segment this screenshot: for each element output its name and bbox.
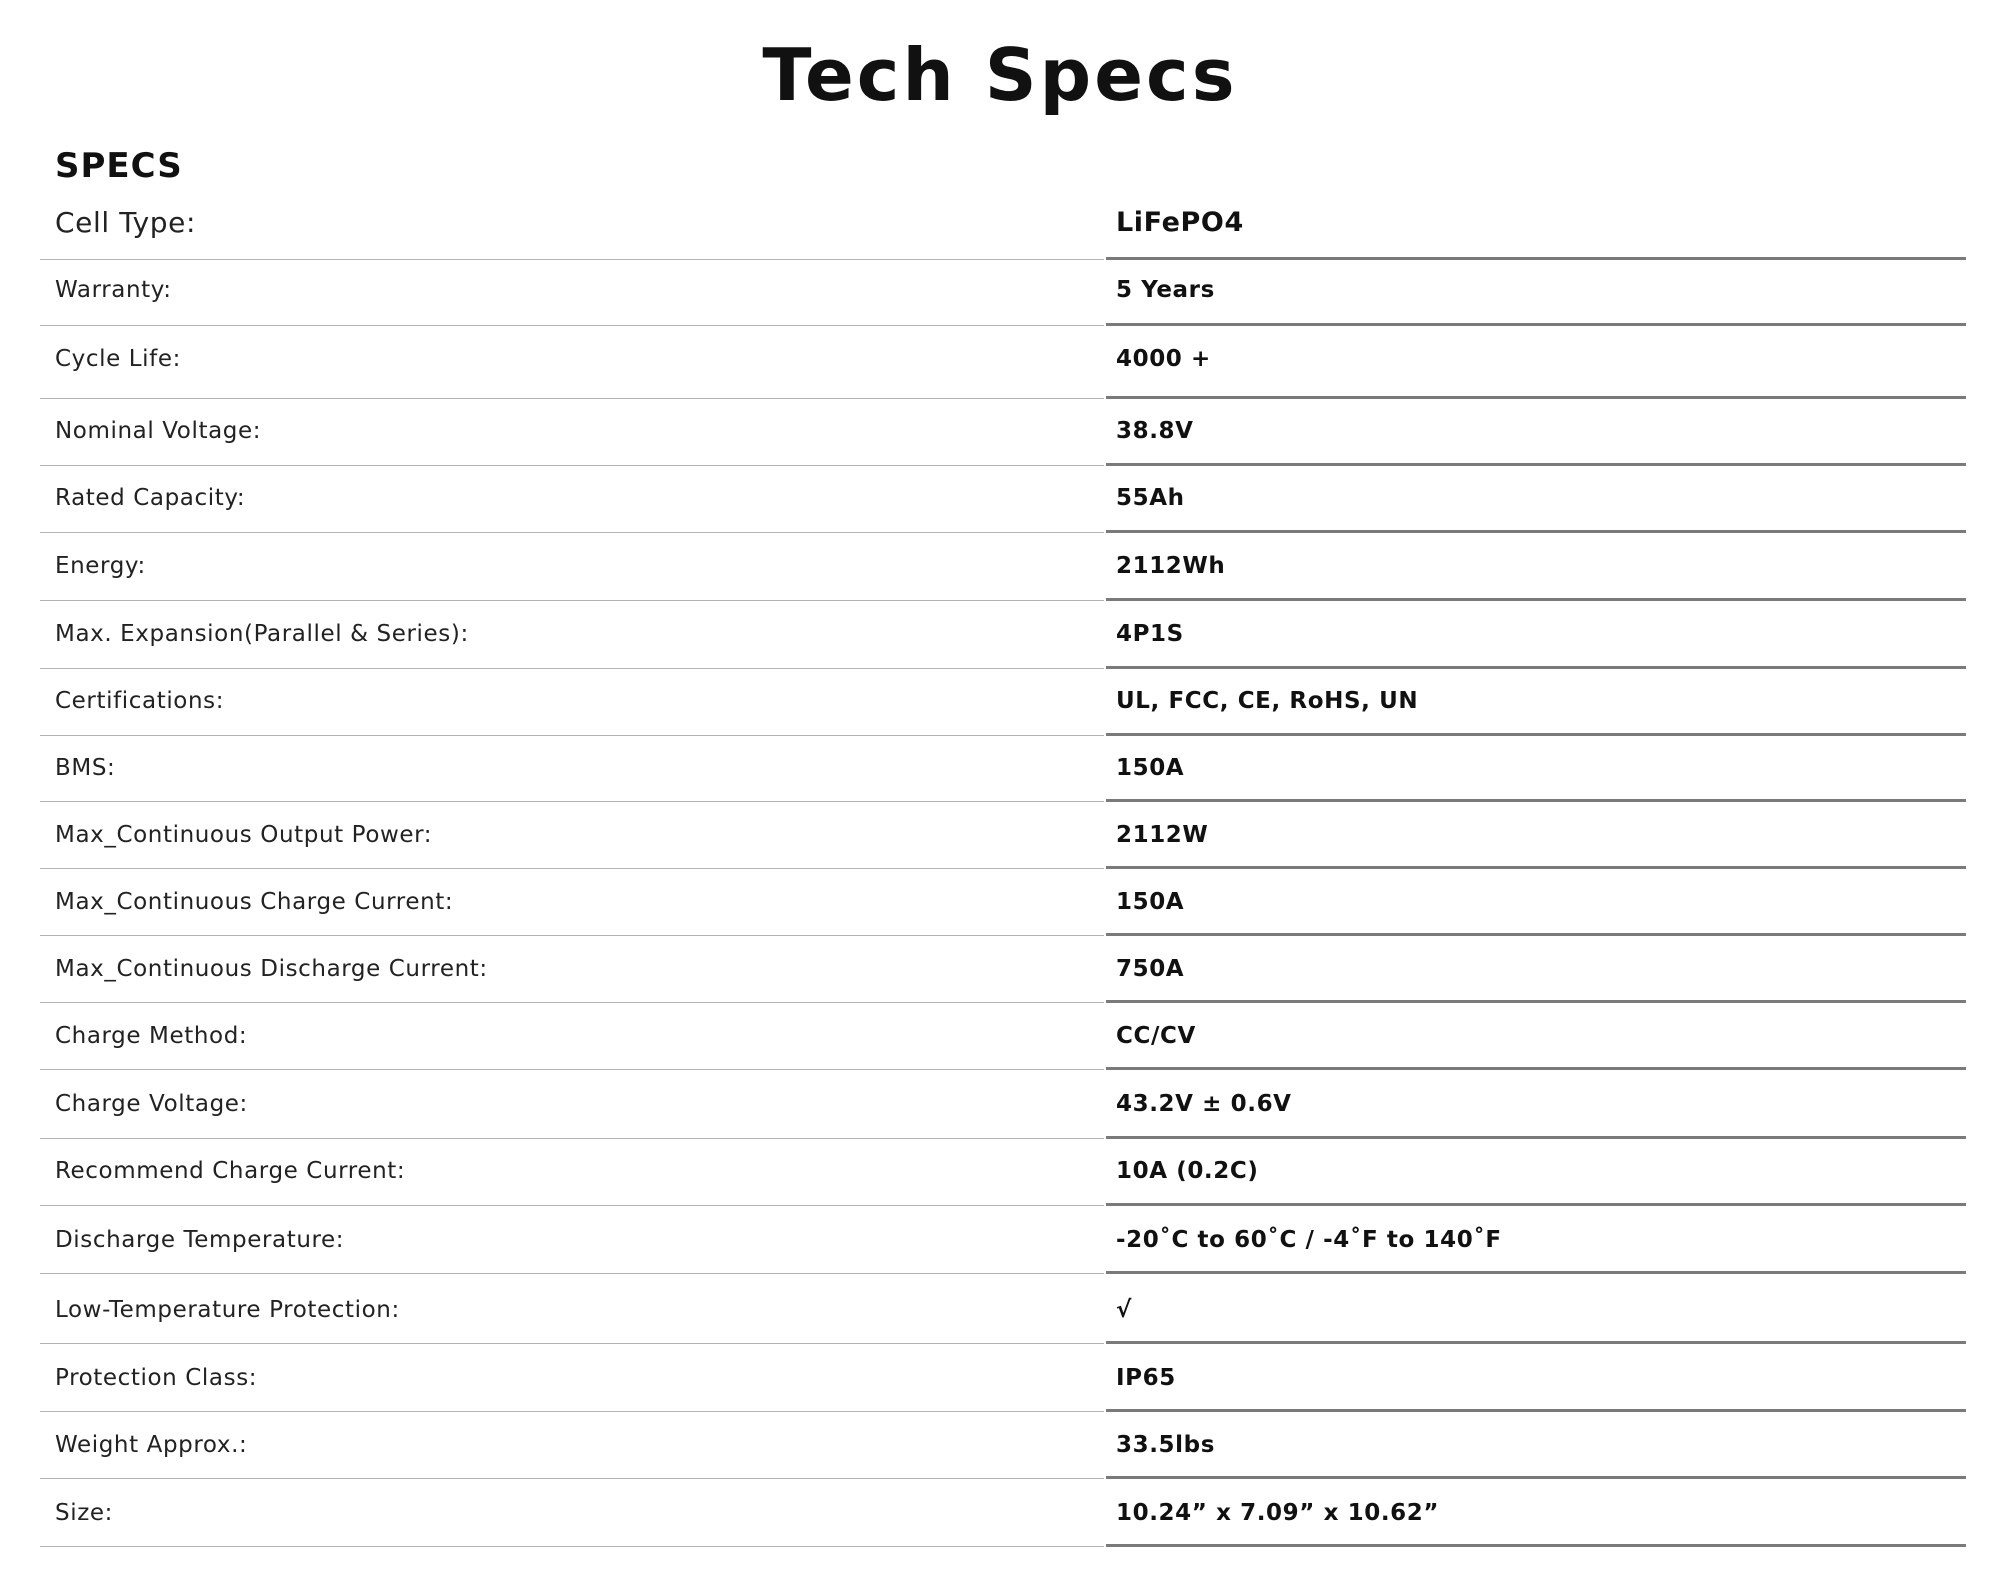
spec-value: 55Ah (1116, 484, 1185, 511)
spec-label: Weight Approx.: (55, 1431, 248, 1458)
spec-value: 4000 + (1116, 345, 1211, 372)
row-divider-right (1106, 1544, 1966, 1547)
spec-label: Nominal Voltage: (55, 417, 262, 444)
row-divider-right (1106, 866, 1966, 869)
spec-label: Rated Capacity: (55, 484, 246, 511)
spec-value: 5 Years (1116, 276, 1215, 303)
row-divider-left (40, 801, 1104, 802)
spec-label: Low-Temperature Protection: (55, 1296, 400, 1323)
row-divider-right (1106, 1271, 1966, 1274)
spec-label: Size: (55, 1499, 113, 1526)
row-divider-left (40, 1069, 1104, 1070)
spec-label: Warranty: (55, 276, 172, 303)
spec-value: UL, FCC, CE, RoHS, UN (1116, 687, 1419, 714)
row-divider-right (1106, 666, 1966, 669)
spec-value: LiFePO4 (1116, 207, 1244, 239)
row-divider-left (40, 532, 1104, 533)
spec-value: 38.8V (1116, 417, 1194, 444)
row-divider-left (40, 259, 1104, 260)
spec-label: Max_Continuous Output Power: (55, 821, 433, 848)
spec-label: Discharge Temperature: (55, 1226, 345, 1253)
row-divider-right (1106, 323, 1966, 326)
row-divider-left (40, 868, 1104, 869)
row-divider-left (40, 735, 1104, 736)
spec-value: 150A (1116, 754, 1185, 781)
spec-value: CC/CV (1116, 1022, 1196, 1049)
spec-label: Energy: (55, 552, 146, 579)
row-divider-right (1106, 530, 1966, 533)
row-divider-left (40, 1343, 1104, 1344)
row-divider-right (1106, 1409, 1966, 1412)
row-divider-right (1106, 396, 1966, 399)
row-divider-left (40, 1478, 1104, 1479)
spec-label: BMS: (55, 754, 116, 781)
spec-label: Charge Method: (55, 1022, 248, 1049)
spec-label: Cell Type: (55, 205, 196, 239)
spec-value: 2112W (1116, 821, 1209, 848)
spec-label: Max. Expansion(Parallel & Series): (55, 620, 469, 647)
row-divider-left (40, 1138, 1104, 1139)
row-divider-right (1106, 733, 1966, 736)
row-divider-right (1106, 1203, 1966, 1206)
spec-value: 750A (1116, 955, 1185, 982)
row-divider-left (40, 325, 1104, 326)
spec-value: 10A (0.2C) (1116, 1157, 1259, 1184)
spec-label: Max_Continuous Discharge Current: (55, 955, 488, 982)
row-divider-right (1106, 1476, 1966, 1479)
row-divider-left (40, 1273, 1104, 1274)
row-divider-right (1106, 799, 1966, 802)
row-divider-right (1106, 257, 1966, 260)
spec-label: Cycle Life: (55, 345, 181, 372)
page-title: Tech Specs (762, 33, 1238, 117)
section-heading: SPECS (55, 146, 183, 186)
row-divider-left (40, 398, 1104, 399)
row-divider-right (1106, 463, 1966, 466)
spec-value: 10.24” x 7.09” x 10.62” (1116, 1499, 1440, 1526)
row-divider-right (1106, 933, 1966, 936)
spec-value: 4P1S (1116, 620, 1184, 647)
spec-label: Recommend Charge Current: (55, 1157, 406, 1184)
spec-label: Certifications: (55, 687, 225, 714)
row-divider-left (40, 668, 1104, 669)
spec-value: 2112Wh (1116, 552, 1226, 579)
row-divider-left (40, 1411, 1104, 1412)
row-divider-left (40, 1546, 1104, 1547)
row-divider-left (40, 1002, 1104, 1003)
spec-value: IP65 (1116, 1364, 1176, 1391)
row-divider-left (40, 600, 1104, 601)
spec-value: 150A (1116, 888, 1185, 915)
row-divider-right (1106, 598, 1966, 601)
row-divider-left (40, 465, 1104, 466)
row-divider-right (1106, 1000, 1966, 1003)
spec-value: 43.2V ± 0.6V (1116, 1090, 1292, 1117)
spec-label: Max_Continuous Charge Current: (55, 888, 454, 915)
row-divider-left (40, 1205, 1104, 1206)
row-divider-right (1106, 1136, 1966, 1139)
spec-label: Charge Voltage: (55, 1090, 248, 1117)
spec-value: √ (1116, 1296, 1132, 1323)
row-divider-left (40, 935, 1104, 936)
spec-value: -20˚C to 60˚C / -4˚F to 140˚F (1116, 1226, 1502, 1253)
spec-label: Protection Class: (55, 1364, 258, 1391)
spec-value: 33.5lbs (1116, 1431, 1215, 1458)
row-divider-right (1106, 1341, 1966, 1344)
row-divider-right (1106, 1067, 1966, 1070)
